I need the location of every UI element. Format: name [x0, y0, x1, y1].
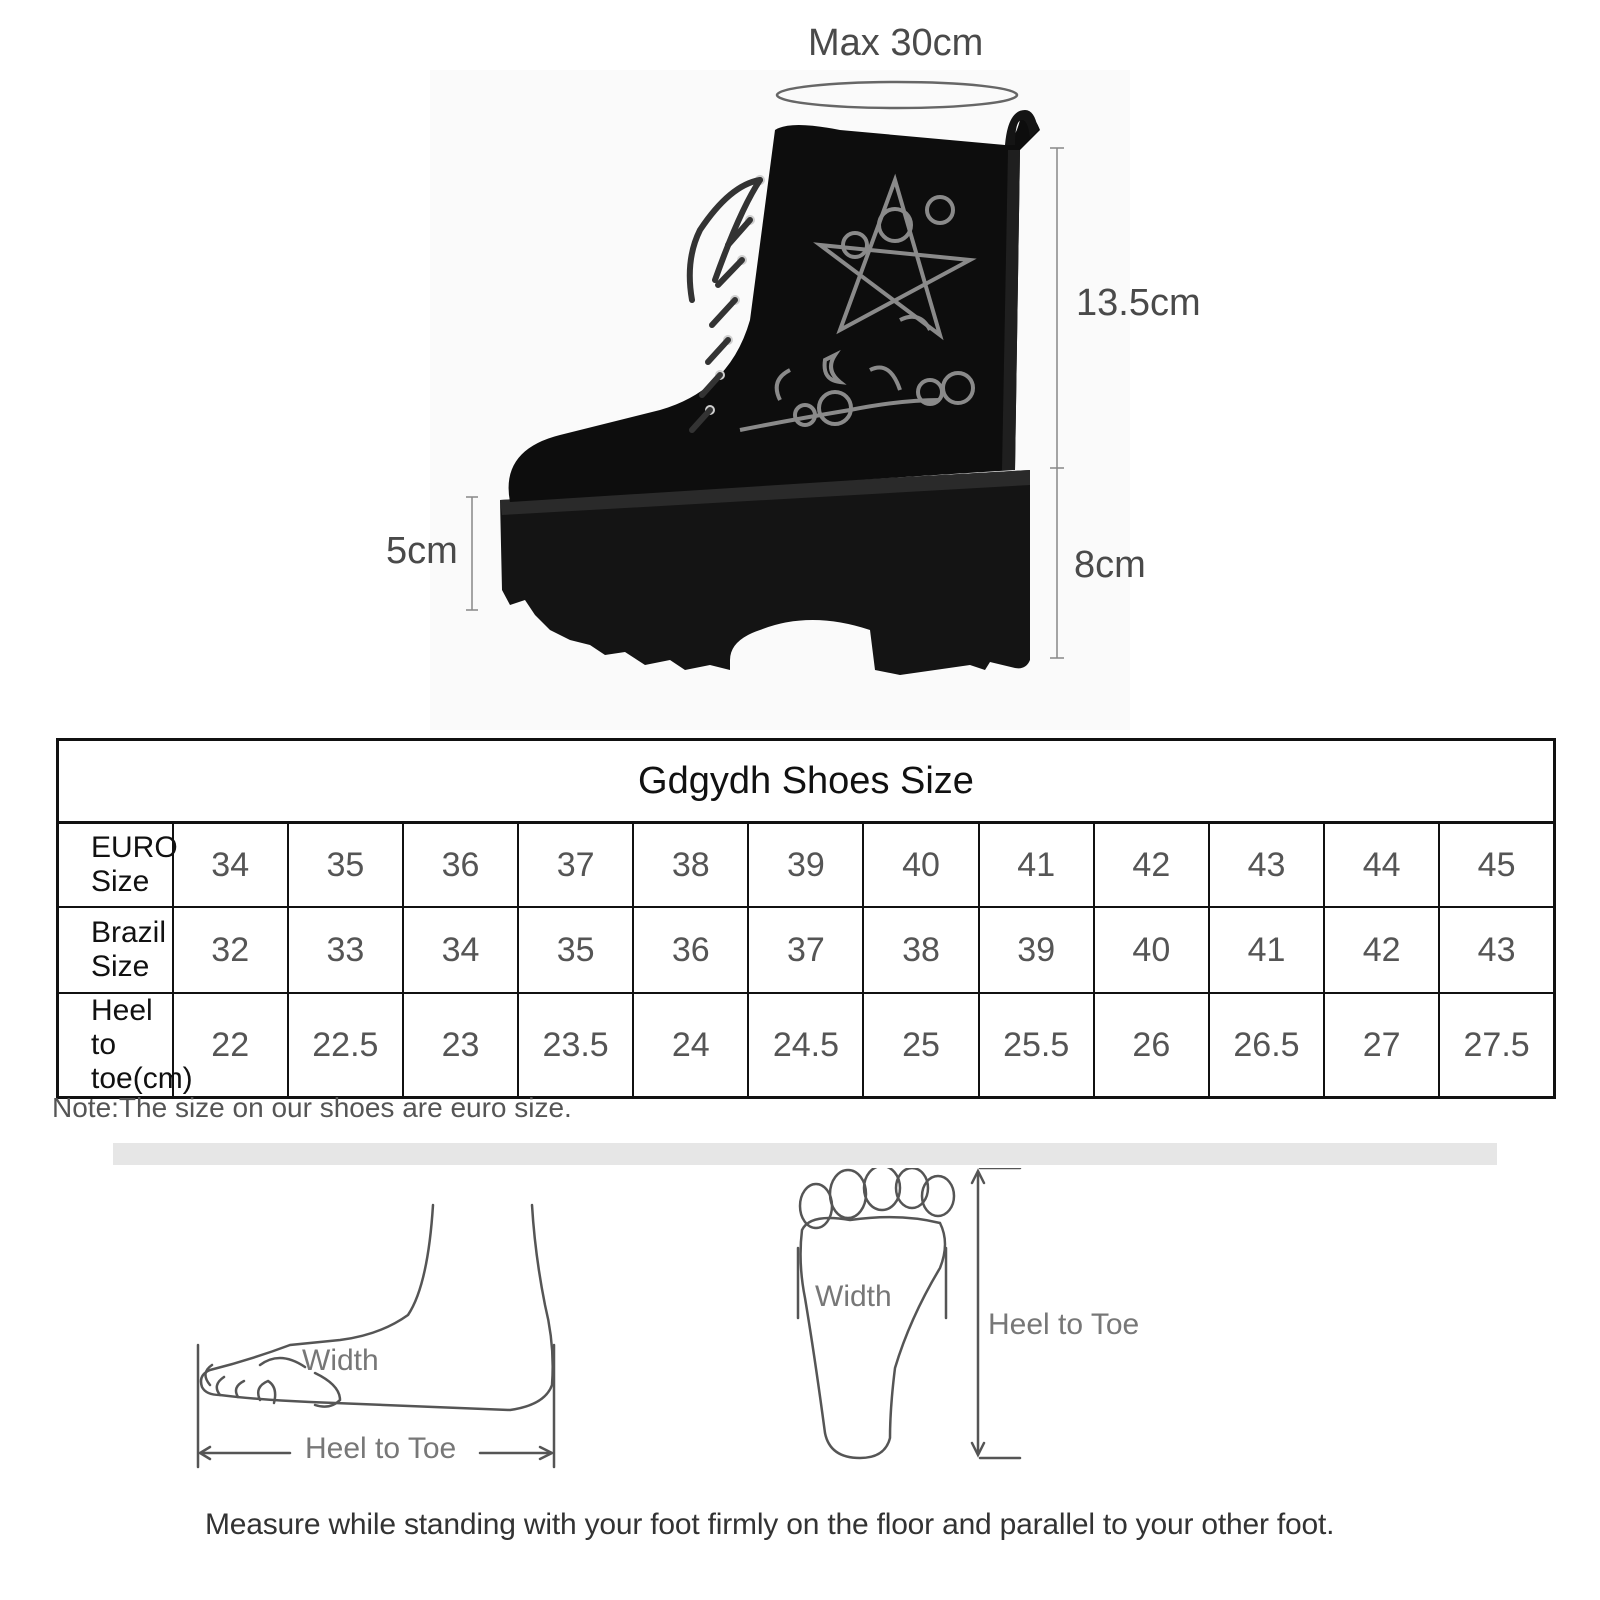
table-cell: 39	[979, 907, 1094, 993]
table-title: Gdgydh Shoes Size	[58, 740, 1555, 823]
row-label: Heel to toe(cm)	[58, 993, 173, 1098]
platform-height-label: 5cm	[386, 530, 458, 572]
table-cell: 43	[1209, 823, 1324, 908]
table-cell: 34	[403, 907, 518, 993]
table-cell: 38	[633, 823, 748, 908]
table-cell: 25.5	[979, 993, 1094, 1098]
size-chart-table	[56, 738, 1556, 1099]
table-cell: 35	[288, 823, 403, 908]
divider	[113, 1143, 1497, 1165]
table-cell: 27	[1324, 993, 1439, 1098]
table-cell: 22	[173, 993, 288, 1098]
table-cell: 41	[1209, 907, 1324, 993]
table-cell: 41	[979, 823, 1094, 908]
table-cell: 23.5	[518, 993, 633, 1098]
table-cell: 27.5	[1439, 993, 1554, 1098]
table-cell: 36	[403, 823, 518, 908]
table-cell: 24	[633, 993, 748, 1098]
table-cell: 33	[288, 907, 403, 993]
size-note: Note:The size on our shoes are euro size.	[52, 1092, 572, 1123]
table-cell: 40	[1094, 907, 1209, 993]
table-cell: 40	[863, 823, 978, 908]
side-width-label: Width	[302, 1344, 379, 1377]
table-cell: 26	[1094, 993, 1209, 1098]
table-cell: 23	[403, 993, 518, 1098]
table-title-row	[58, 740, 1555, 823]
table-cell: 44	[1324, 823, 1439, 908]
table-cell: 37	[748, 907, 863, 993]
table-cell: 38	[863, 907, 978, 993]
sole-width-label: Width	[815, 1280, 892, 1313]
table-cell: 34	[173, 823, 288, 908]
table-cell: 45	[1439, 823, 1554, 908]
table-cell: 42	[1094, 823, 1209, 908]
table-cell: 25	[863, 993, 978, 1098]
table-cell: 26.5	[1209, 993, 1324, 1098]
table-cell: 37	[518, 823, 633, 908]
table-cell: 22.5	[288, 993, 403, 1098]
table-row-brazil	[58, 907, 1555, 993]
heel-height-label: 8cm	[1074, 544, 1146, 586]
boot-illustration	[430, 70, 1130, 730]
table-cell: 35	[518, 907, 633, 993]
row-label: EURO Size	[58, 823, 173, 908]
sole-heel-to-toe-label: Heel to Toe	[988, 1308, 1140, 1341]
table-cell: 24.5	[748, 993, 863, 1098]
circumference-label: Max 30cm	[808, 22, 984, 64]
table-cell: 36	[633, 907, 748, 993]
table-cell: 39	[748, 823, 863, 908]
table-row-euro	[58, 823, 1555, 908]
table-cell: 43	[1439, 907, 1554, 993]
side-heel-to-toe-label: Heel to Toe	[305, 1432, 457, 1465]
row-label: Brazil Size	[58, 907, 173, 993]
table-cell: 32	[173, 907, 288, 993]
table-cell: 42	[1324, 907, 1439, 993]
shaft-height-label: 13.5cm	[1076, 282, 1201, 324]
table-row-heel-to-toe	[58, 993, 1555, 1098]
measurement-instruction: Measure while standing with your foot firmly on the floor and parallel to your other foot.	[205, 1508, 1335, 1541]
